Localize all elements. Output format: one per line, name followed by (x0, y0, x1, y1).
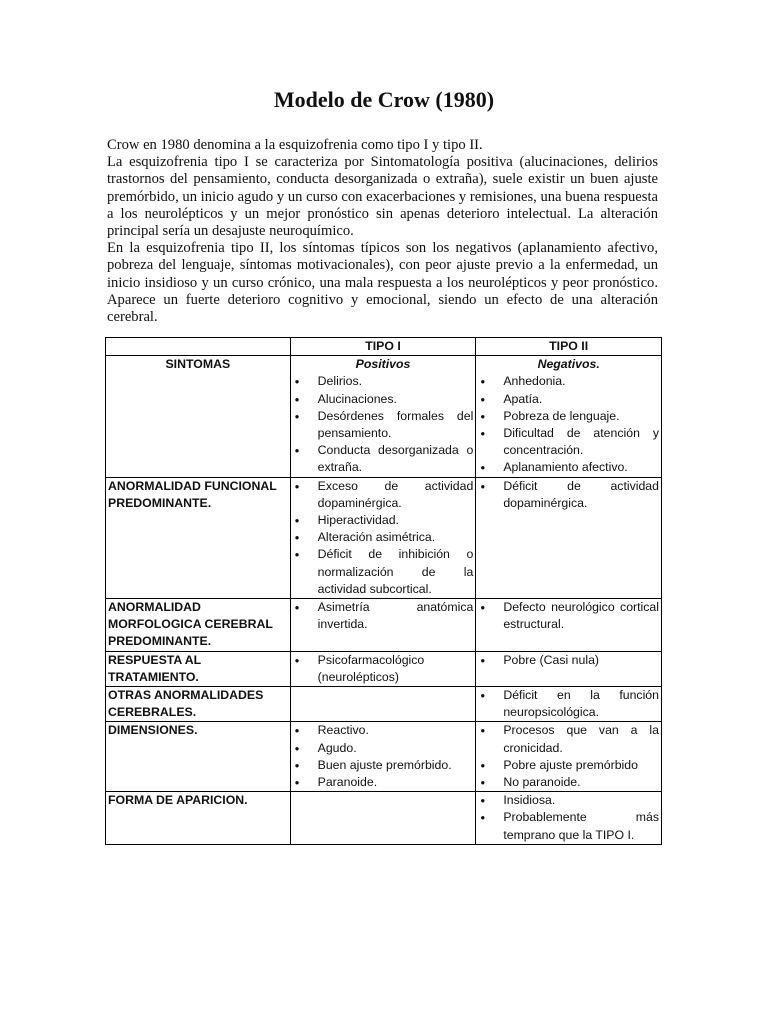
list-item: ● Reactivo. (293, 722, 474, 739)
sintomas-tipo-ii-list (478, 373, 659, 476)
list-item: ● Conducta desorganizada o extraña. (293, 442, 474, 476)
list-item: ● Hiperactividad. (293, 512, 474, 529)
empty-header-cell (106, 338, 291, 356)
paragraph: En la esquizofrenia tipo II, los síntomas típicos son los negativos (aplanamiento afectivo, pobreza del lenguaje, síntomas motivacionales), con peor ajuste previo a la enfermedad, un inicio insidioso y un curso crónico, una mala respuesta a los neurolépticos y peor pronóstico. Aparece un fuerte deterioro cognitivo y emocional, siendo un efecto de una alteración cerebral. (107, 240, 658, 326)
bullet-list (478, 599, 659, 633)
row-label: DIMENSIONES. (106, 722, 291, 792)
bullet-list (293, 652, 474, 686)
tipo-i-cell (290, 687, 476, 722)
bullet-list (478, 687, 659, 721)
row-label: ANORMALIDAD FUNCIONAL PREDOMINANTE. (106, 477, 291, 598)
list-item: ● Agudo. (293, 740, 474, 757)
list-item: ● Delirios. (293, 373, 474, 390)
list-item: ● Pobreza de lenguaje. (478, 408, 659, 425)
list-item: ● Psicofarmacológico (neurolépticos) (293, 652, 474, 686)
negativos-subheader: Negativos. (537, 357, 600, 372)
list-item: ● Déficit de actividad dopaminérgica. (478, 478, 659, 512)
bullet-list (478, 722, 659, 791)
table-row (106, 792, 662, 845)
sintomas-tipo-ii-cell (476, 356, 662, 477)
table-row (106, 651, 662, 686)
row-label: SINTOMAS (106, 356, 291, 477)
tipo-ii-cell (476, 599, 662, 652)
list-item: ● Anhedonia. (478, 373, 659, 390)
list-item: ● Defecto neurológico cortical estructural. (478, 599, 659, 633)
paragraph: La esquizofrenia tipo I se caracteriza por Sintomatología positiva (alucinaciones, delirios trastornos del pensamiento, conducta desorganizada o extraña), suele existir un buen ajuste premórbido, un inicio agudo y un curso con exacerbaciones y remisiones, una buena respuesta a los neurolépticos y un mejor pronóstico sin apenas deterioro intelectual. La alteración principal sería un desajuste neuroquímico. (107, 154, 658, 240)
tipo-i-header: TIPO I (290, 338, 476, 356)
list-item: ● Buen ajuste premórbido. (293, 757, 474, 774)
list-item: ● Alteración asimétrica. (293, 529, 474, 546)
crow-model-table (105, 337, 662, 845)
table-row (106, 722, 662, 792)
tipo-ii-cell (476, 687, 662, 722)
tipo-ii-cell (476, 792, 662, 845)
tipo-ii-cell (476, 477, 662, 598)
tipo-ii-cell (476, 722, 662, 792)
list-item: ● Alucinaciones. (293, 391, 474, 408)
bullet-list (478, 478, 659, 512)
row-label: RESPUESTA AL TRATAMIENTO. (106, 651, 291, 686)
tipo-ii-cell (476, 651, 662, 686)
list-item: ● No paranoide. (478, 774, 659, 791)
list-item: ● Exceso de actividad dopaminérgica. (293, 478, 474, 512)
intro-text (107, 137, 658, 326)
sintomas-tipo-i-list (293, 373, 474, 476)
sintomas-tipo-i-cell (290, 356, 476, 477)
row-label: ANORMALIDAD MORFOLOGICA CEREBRAL PREDOMINANTE. (106, 599, 291, 652)
list-item: ● Pobre ajuste premórbido (478, 757, 659, 774)
row-label: OTRAS ANORMALIDADES CEREBRALES. (106, 687, 291, 722)
list-item: ● Apatía. (478, 391, 659, 408)
list-item: ● Paranoide. (293, 774, 474, 791)
list-item: ● Desórdenes formales del pensamiento. (293, 408, 474, 442)
tipo-ii-header: TIPO II (476, 338, 662, 356)
tipo-i-cell (290, 792, 476, 845)
bullet-list (478, 652, 659, 669)
table-row (106, 477, 662, 598)
list-item: ● Probablemente más temprano que la TIPO I. (478, 809, 659, 843)
list-item: ● Déficit de inhibición o normalización de la actividad subcortical. (293, 546, 474, 598)
tipo-i-cell (290, 477, 476, 598)
list-item: ● Procesos que van a la cronicidad. (478, 722, 659, 756)
table-header-row (106, 338, 662, 356)
list-item: ● Pobre (Casi nula) (478, 652, 659, 669)
list-item: ● Aplanamiento afectivo. (478, 459, 659, 476)
paragraph: Crow en 1980 denomina a la esquizofrenia como tipo I y tipo II. (107, 137, 483, 153)
bullet-list (293, 722, 474, 791)
tipo-i-cell (290, 599, 476, 652)
list-item: ● Asimetría anatómica invertida. (293, 599, 474, 633)
list-item: ● Déficit en la función neuropsicológica. (478, 687, 659, 721)
tipo-i-cell (290, 722, 476, 792)
table-row (106, 687, 662, 722)
list-item: ● Dificultad de atención y concentración. (478, 425, 659, 459)
bullet-list (293, 478, 474, 598)
tipo-i-cell (290, 651, 476, 686)
bullet-list (478, 792, 659, 844)
positivos-subheader: Positivos (355, 357, 411, 372)
table-row (106, 599, 662, 652)
table-row-sintomas (106, 356, 662, 477)
document-title: Modelo de Crow (1980) (273, 87, 495, 112)
row-label: FORMA DE APARICION. (106, 792, 291, 845)
bullet-list (293, 599, 474, 633)
list-item: ● Insidiosa. (478, 792, 659, 809)
